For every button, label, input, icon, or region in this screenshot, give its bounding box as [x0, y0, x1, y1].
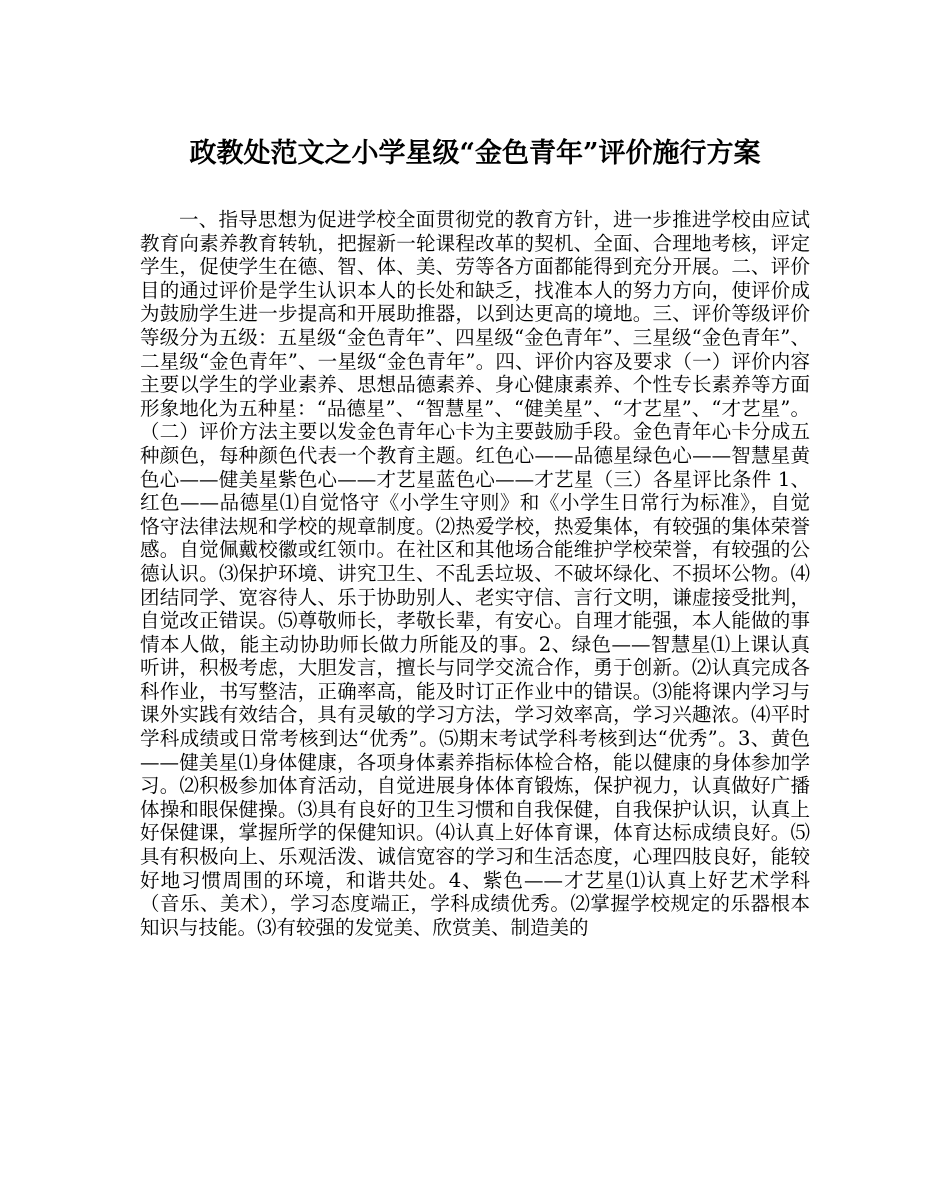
document-title: 政教处范文之小学星级“金色青年”评价施行方案	[189, 138, 761, 169]
document-body: 一、指导思想为促进学校全面贯彻党的教育方针，进一步推进学校由应试教育向素养教育转轨，把握新一轮课程改革的契机、全面、合理地考核，评定学生，促使学生在德、智、体、美、劳等各方面都能得到充分开展。二、评价目的通过评价是学生认识本人的长处和缺乏，找准本人的努力方向，使评价成为鼓励学生进一步提高和开展助推器，以到达更高的境地。三、评价等级评价等级分为五级：五星级“金色青年”、四星级“金色青年”、三星级“金色青年”、二星级“金色青年”、一星级“金色青年”。四、评价内容及要求（一）评价内容主要以学生的学业素养、思想品德素养、身心健康素养、个性专长素养等方面形象地化为五种星：“品德星”、“智慧星”、“健美星”、“才艺星”、“才艺星”。（二）评价方法主要以发金色青年心卡为主要鼓励手段。金色青年心卡分成五种颜色，每种颜色代表一个教育主题。红色心——品德星绿色心——智慧星黄色心——健美星紫色心——才艺星蓝色心——才艺星（三）各星评比条件 1、红色——品德星⑴自觉恪守《小学生守则》和《小学生日常行为标准》，自觉恪守法律法规和学校的规章制度。⑵热爱学校，热爱集体，有较强的集体荣誉感。自觉佩戴校徽或红领巾。在社区和其他场合能维护学校荣誉，有较强的公德认识。⑶保护环境、讲究卫生、不乱丢垃圾、不破坏绿化、不损坏公物。⑷团结同学、宽容待人、乐于协助别人、老实守信、言行文明，谦虚接受批判，自觉改正错误。⑸尊敬师长，孝敬长辈，有安心。自理才能强，本人能做的事情本人做，能主动协助师长做力所能及的事。2、绿色——智慧星⑴上课认真听讲，积极考虑，大胆发言，擅长与同学交流合作，勇于创新。⑵认真完成各科作业，书写整洁，正确率高，能及时订正作业中的错误。⑶能将课内学习与课外实践有效结合，具有灵敏的学习方法，学习效率高，学习兴趣浓。⑷平时学科成绩或日常考核到达“优秀”。⑸期末考试学科考核到达“优秀”。3、黄色——健美星⑴身体健康，各项身体素养指标体检合格，能以健康的身体参加学习。⑵积极参加体育活动，自觉进展身体体育锻炼，保护视力，认真做好广播体操和眼保健操。⑶具有良好的卫生习惯和自我保健，自我保护认识，认真上好保健课，掌握所学的保健知识。⑷认真上好体育课，体育达标成绩良好。⑸具有积极向上、乐观活泼、诚信宽容的学习和生活态度，心理四肢良好，能较好地习惯周围的环境，和谐共处。4、紫色——才艺星⑴认真上好艺术学科（音乐、美术），学习态度端正，学科成绩优秀。⑵掌握学校规定的乐器根本知识与技能。⑶有较强的发觉美、欣赏美、制造美的	[140, 208, 810, 939]
